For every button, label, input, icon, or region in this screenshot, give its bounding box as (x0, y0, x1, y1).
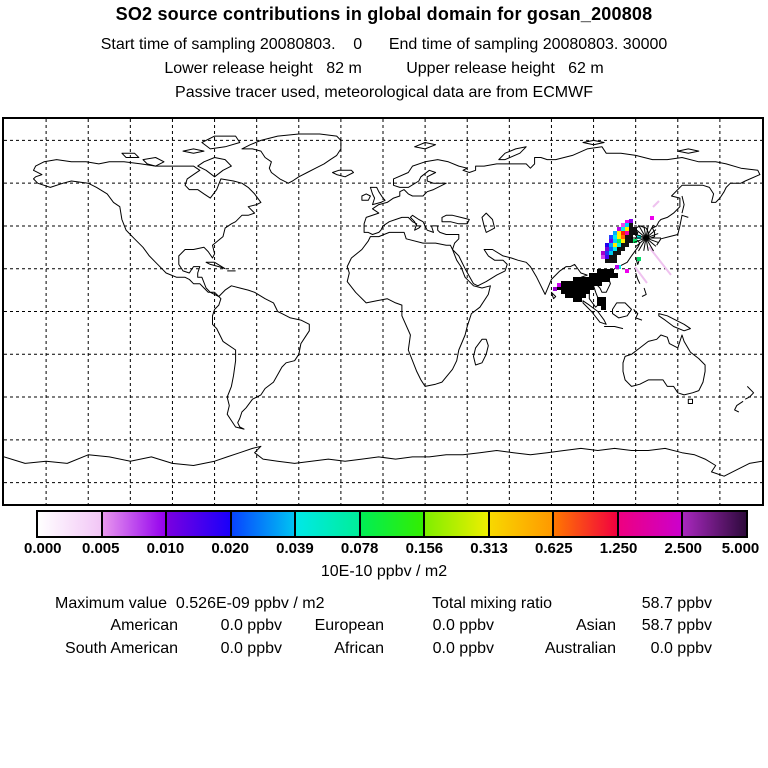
plume-cell (615, 265, 619, 269)
plume-cell (605, 251, 609, 255)
plume-cell (621, 247, 625, 251)
colorbar-segment-1 (101, 512, 166, 536)
coastline (202, 136, 240, 149)
coastline (735, 401, 744, 412)
plume-cell (621, 239, 625, 243)
coastline (499, 147, 526, 160)
colorbar-segment-8 (552, 512, 617, 536)
max-value: 0.526E-09 ppbv / m2 (175, 595, 325, 612)
plume-cell (609, 239, 613, 243)
page-title: SO2 source contributions in global domain for gosan_200808 (115, 4, 653, 24)
colorbar-segment-3 (230, 512, 295, 536)
plume-cell (613, 243, 617, 247)
coastline (333, 170, 354, 177)
plume-cell-black (601, 305, 606, 310)
plume-cell (553, 287, 557, 291)
coastline (642, 288, 646, 297)
plume-cell (621, 227, 625, 231)
plume-cell (613, 251, 617, 255)
plume-cell (609, 247, 613, 251)
coastline (474, 339, 489, 365)
plume-cell (617, 239, 621, 243)
region-value: 0.0 ppbv (220, 640, 282, 657)
region-value: 0.0 ppbv (432, 640, 494, 657)
coastline (682, 196, 684, 213)
plume-cell (621, 235, 625, 239)
coastline (362, 194, 371, 200)
plume-cell (617, 243, 621, 247)
colorbar-unit-label: 10E-10 ppbv / m2 (320, 563, 448, 580)
plume-cell (617, 247, 621, 251)
region-label: Australian (544, 640, 616, 657)
plume-cell (613, 239, 617, 243)
plume-cell (613, 259, 617, 263)
coastline (34, 160, 261, 297)
plume-cell (609, 251, 613, 255)
plume-streak (653, 201, 659, 207)
plume-cell (605, 247, 609, 251)
plume-cell (625, 227, 629, 231)
plume-cell (629, 227, 633, 231)
plume-cell (617, 251, 621, 255)
plume-cell (613, 231, 617, 235)
colorbar-tick: 0.625 (535, 540, 573, 557)
coastline (482, 213, 495, 232)
plume-cell (605, 259, 609, 263)
plume-cell (621, 243, 625, 247)
coastline (636, 273, 640, 284)
colorbar-segment-10 (681, 512, 746, 536)
region-label: European (314, 617, 384, 634)
colorbar-tick: 2.500 (664, 540, 703, 557)
plume-cell-black (613, 273, 618, 278)
release-heights-line: Lower release height 82 m Upper release height 62 m (164, 60, 604, 77)
coastline (745, 386, 753, 399)
coastline (370, 187, 385, 204)
world-map-svg (4, 119, 762, 504)
region-label: American (110, 617, 178, 634)
stats-maximum-line (0, 595, 768, 615)
region-label: South American (65, 640, 178, 657)
region-value: 58.7 ppbv (641, 617, 712, 634)
plume-cell-black (597, 281, 602, 286)
colorbar-tick: 0.313 (470, 540, 508, 557)
plume-cell (617, 235, 621, 239)
colorbar-tick: 0.000 (23, 540, 62, 557)
region-label: African (334, 640, 384, 657)
plume-cell (650, 216, 654, 220)
plume-cell (605, 255, 609, 259)
coastline (688, 399, 692, 403)
plume-cell (637, 257, 641, 261)
plume-cell (625, 269, 629, 273)
plume-cell (629, 223, 633, 227)
colorbar-tick: 0.156 (405, 540, 444, 557)
colorbar-tick: 0.078 (340, 540, 379, 557)
plume-cell (609, 259, 613, 263)
sampling-times-line: Start time of sampling 20080803. 0 End time of sampling 20080803. 30000 (100, 36, 668, 53)
plume-cell (629, 239, 633, 243)
coastline (613, 303, 632, 318)
plume-cell (613, 247, 617, 251)
plume-cell (629, 219, 633, 223)
plume-cell (605, 243, 609, 247)
plume-cell-black (577, 297, 582, 302)
coastline (213, 286, 310, 429)
colorbar-segment-9 (617, 512, 682, 536)
region-value: 0.0 ppbv (650, 640, 712, 657)
tracer-source-line: Passive tracer used, meteorological data are from ECMWF (175, 84, 593, 101)
plume-cell (629, 231, 633, 235)
colorbar-segment-2 (165, 512, 230, 536)
plume-cell (621, 223, 625, 227)
plume-cell (625, 243, 629, 247)
colorbar-segment-4 (294, 512, 359, 536)
world-map-panel (2, 117, 764, 506)
coastline (442, 215, 469, 224)
plume-cell (617, 227, 621, 231)
colorbar-segment-5 (359, 512, 424, 536)
plume-streak (649, 247, 671, 275)
plume-cell (613, 235, 617, 239)
plume-cell (617, 231, 621, 235)
coastline (206, 262, 225, 268)
coastline (551, 292, 555, 298)
plume-cell (625, 231, 629, 235)
region-value: 0.0 ppbv (220, 617, 282, 634)
colorbar-segment-6 (423, 512, 488, 536)
plume-cell (601, 255, 605, 259)
region-value: 0.0 ppbv (432, 617, 494, 634)
total-mixing-ratio-label: Total mixing ratio (432, 595, 553, 612)
coastline (604, 327, 623, 329)
coastline (183, 149, 204, 153)
region-contributions-table (0, 617, 712, 663)
colorbar-segment-7 (488, 512, 553, 536)
plume-cell (625, 235, 629, 239)
colorbar-tick: 0.039 (276, 540, 314, 557)
colorbar-segment-0 (38, 512, 101, 536)
colorbar-tick: 0.010 (146, 540, 185, 557)
coastline (678, 149, 699, 153)
colorbar-tick-labels (23, 540, 760, 558)
coastline (659, 314, 691, 331)
plume-cell-black (605, 277, 610, 282)
plume-cell (625, 239, 629, 243)
colorbar (36, 510, 748, 538)
plume-cell (609, 255, 613, 259)
plume-cell (609, 243, 613, 247)
plume-cell (609, 235, 613, 239)
plume-cell (621, 231, 625, 235)
plume-cell (557, 283, 561, 287)
plume-cell (613, 255, 617, 259)
region-label: Asian (575, 617, 616, 634)
colorbar-tick: 0.020 (211, 540, 249, 557)
colorbar-tick: 0.005 (81, 540, 120, 557)
plume-cell (625, 223, 629, 227)
max-value-label: Maximum value (55, 595, 168, 612)
total-mixing-ratio-value: 58.7 ppbv (641, 595, 712, 612)
colorbar-tick: 5.000 (721, 540, 760, 557)
plume-cell (601, 251, 605, 255)
colorbar-tick: 1.250 (599, 540, 638, 557)
coastline (347, 232, 490, 386)
